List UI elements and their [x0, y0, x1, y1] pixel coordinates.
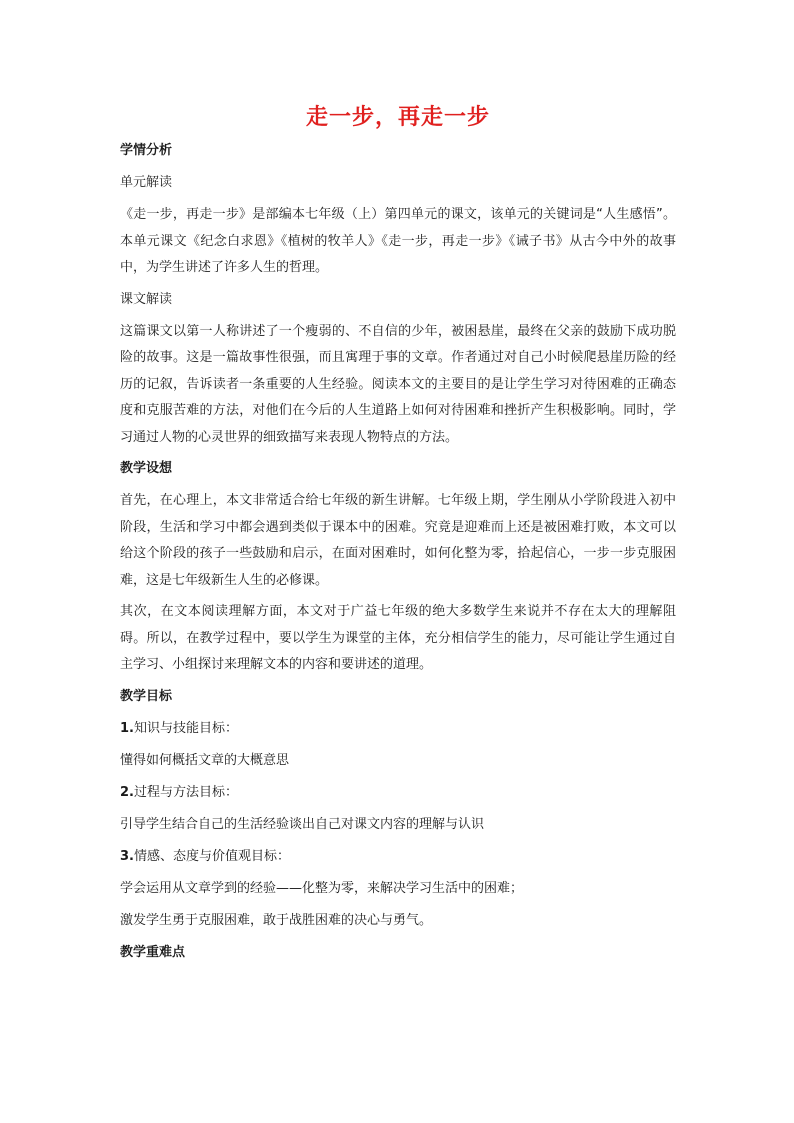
- goal-1-number: 1.: [120, 720, 134, 736]
- subheading-text-reading: 课文解读: [120, 291, 173, 307]
- paragraph-unit-reading: 《走一步，再走一步》是部编本七年级（上）第四单元的课文，该单元的关键词是“人生感悟”。本单元课文《纪念白求恩》《植树的牧羊人》《走一步，再走一步》《诫子书》从古今中外的故事中，为学生讲述了许多人生的哲理。: [120, 207, 676, 275]
- goal-2-number: 2.: [120, 784, 134, 800]
- paragraph-design-1: 首先，在心理上，本文非常适合给七年级的新生讲解。七年级上期，学生刚从小学阶段进入初中阶段，生活和学习中都会遇到类似于课本中的困难。究竟是迎难而上还是被困难打败，本文可以给这个阶段的孩子一些鼓励和启示，在面对困难时，如何化整为零，拾起信心，一步一步克服困难，这是七年级新生人生的必修课。: [120, 493, 676, 588]
- subheading-unit-reading: 单元解读: [120, 175, 173, 190]
- goal-2-label: 过程与方法目标：: [133, 784, 238, 800]
- paragraph-text-reading: 这篇课文以第一人称讲述了一个瘦弱的、不自信的少年，被困悬崖，最终在父亲的鼓励下成功脱险的故事。这是一篇故事性很强，而且寓理于事的文章。作者通过对自己小时候爬悬崖历险的经历的记叙，告诉读者一条重要的人生经验。阅读本文的主要目的是让学生学习对待困难的正确态度和克服苦难的方法，对他们在今后的人生道路上如何对待困难和挫折产生积极影响。同时，学习通过人物的心灵世界的细致描写来表现人物特点的方法。: [120, 323, 676, 445]
- goal-2-text: 引导学生结合自己的生活经验谈出自己对课文内容的理解与认识: [120, 816, 485, 832]
- document-page: [120, 100, 676, 976]
- goal-2-heading: [120, 784, 676, 802]
- goal-3-heading: [120, 848, 676, 866]
- goal-1-text: 懂得如何概括文章的大概意思: [120, 752, 290, 768]
- paragraph-design-2: 其次，在文本阅读理解方面，本文对于广益七年级的绝大多数学生来说并不存在太大的理解阻碍。所以，在教学过程中，要以学生为课堂的主体，充分相信学生的能力，尽可能让学生通过自主学习、小组探讨来理解文本的内容和要讲述的道理。: [120, 604, 676, 672]
- goal-3-text-b: 激发学生勇于克服困难，敢于战胜困难的决心与勇气。: [120, 912, 433, 928]
- section-heading-analysis: 学情分析: [120, 143, 173, 158]
- section-heading-key-points: 教学重难点: [120, 944, 186, 960]
- goal-1-label: 知识与技能目标：: [133, 720, 238, 736]
- section-heading-goals: 教学目标: [120, 688, 173, 704]
- goal-3-text-a: 学会运用从文章学到的经验——化整为零，来解决学习生活中的困难；: [120, 880, 524, 896]
- goal-3-number: 3.: [120, 848, 134, 864]
- section-heading-design: 教学设想: [120, 461, 173, 476]
- goal-1-heading: [120, 720, 676, 738]
- goal-3-label: 情感、态度与价值观目标：: [133, 848, 290, 864]
- document-title: 走一步，再走一步: [305, 105, 490, 130]
